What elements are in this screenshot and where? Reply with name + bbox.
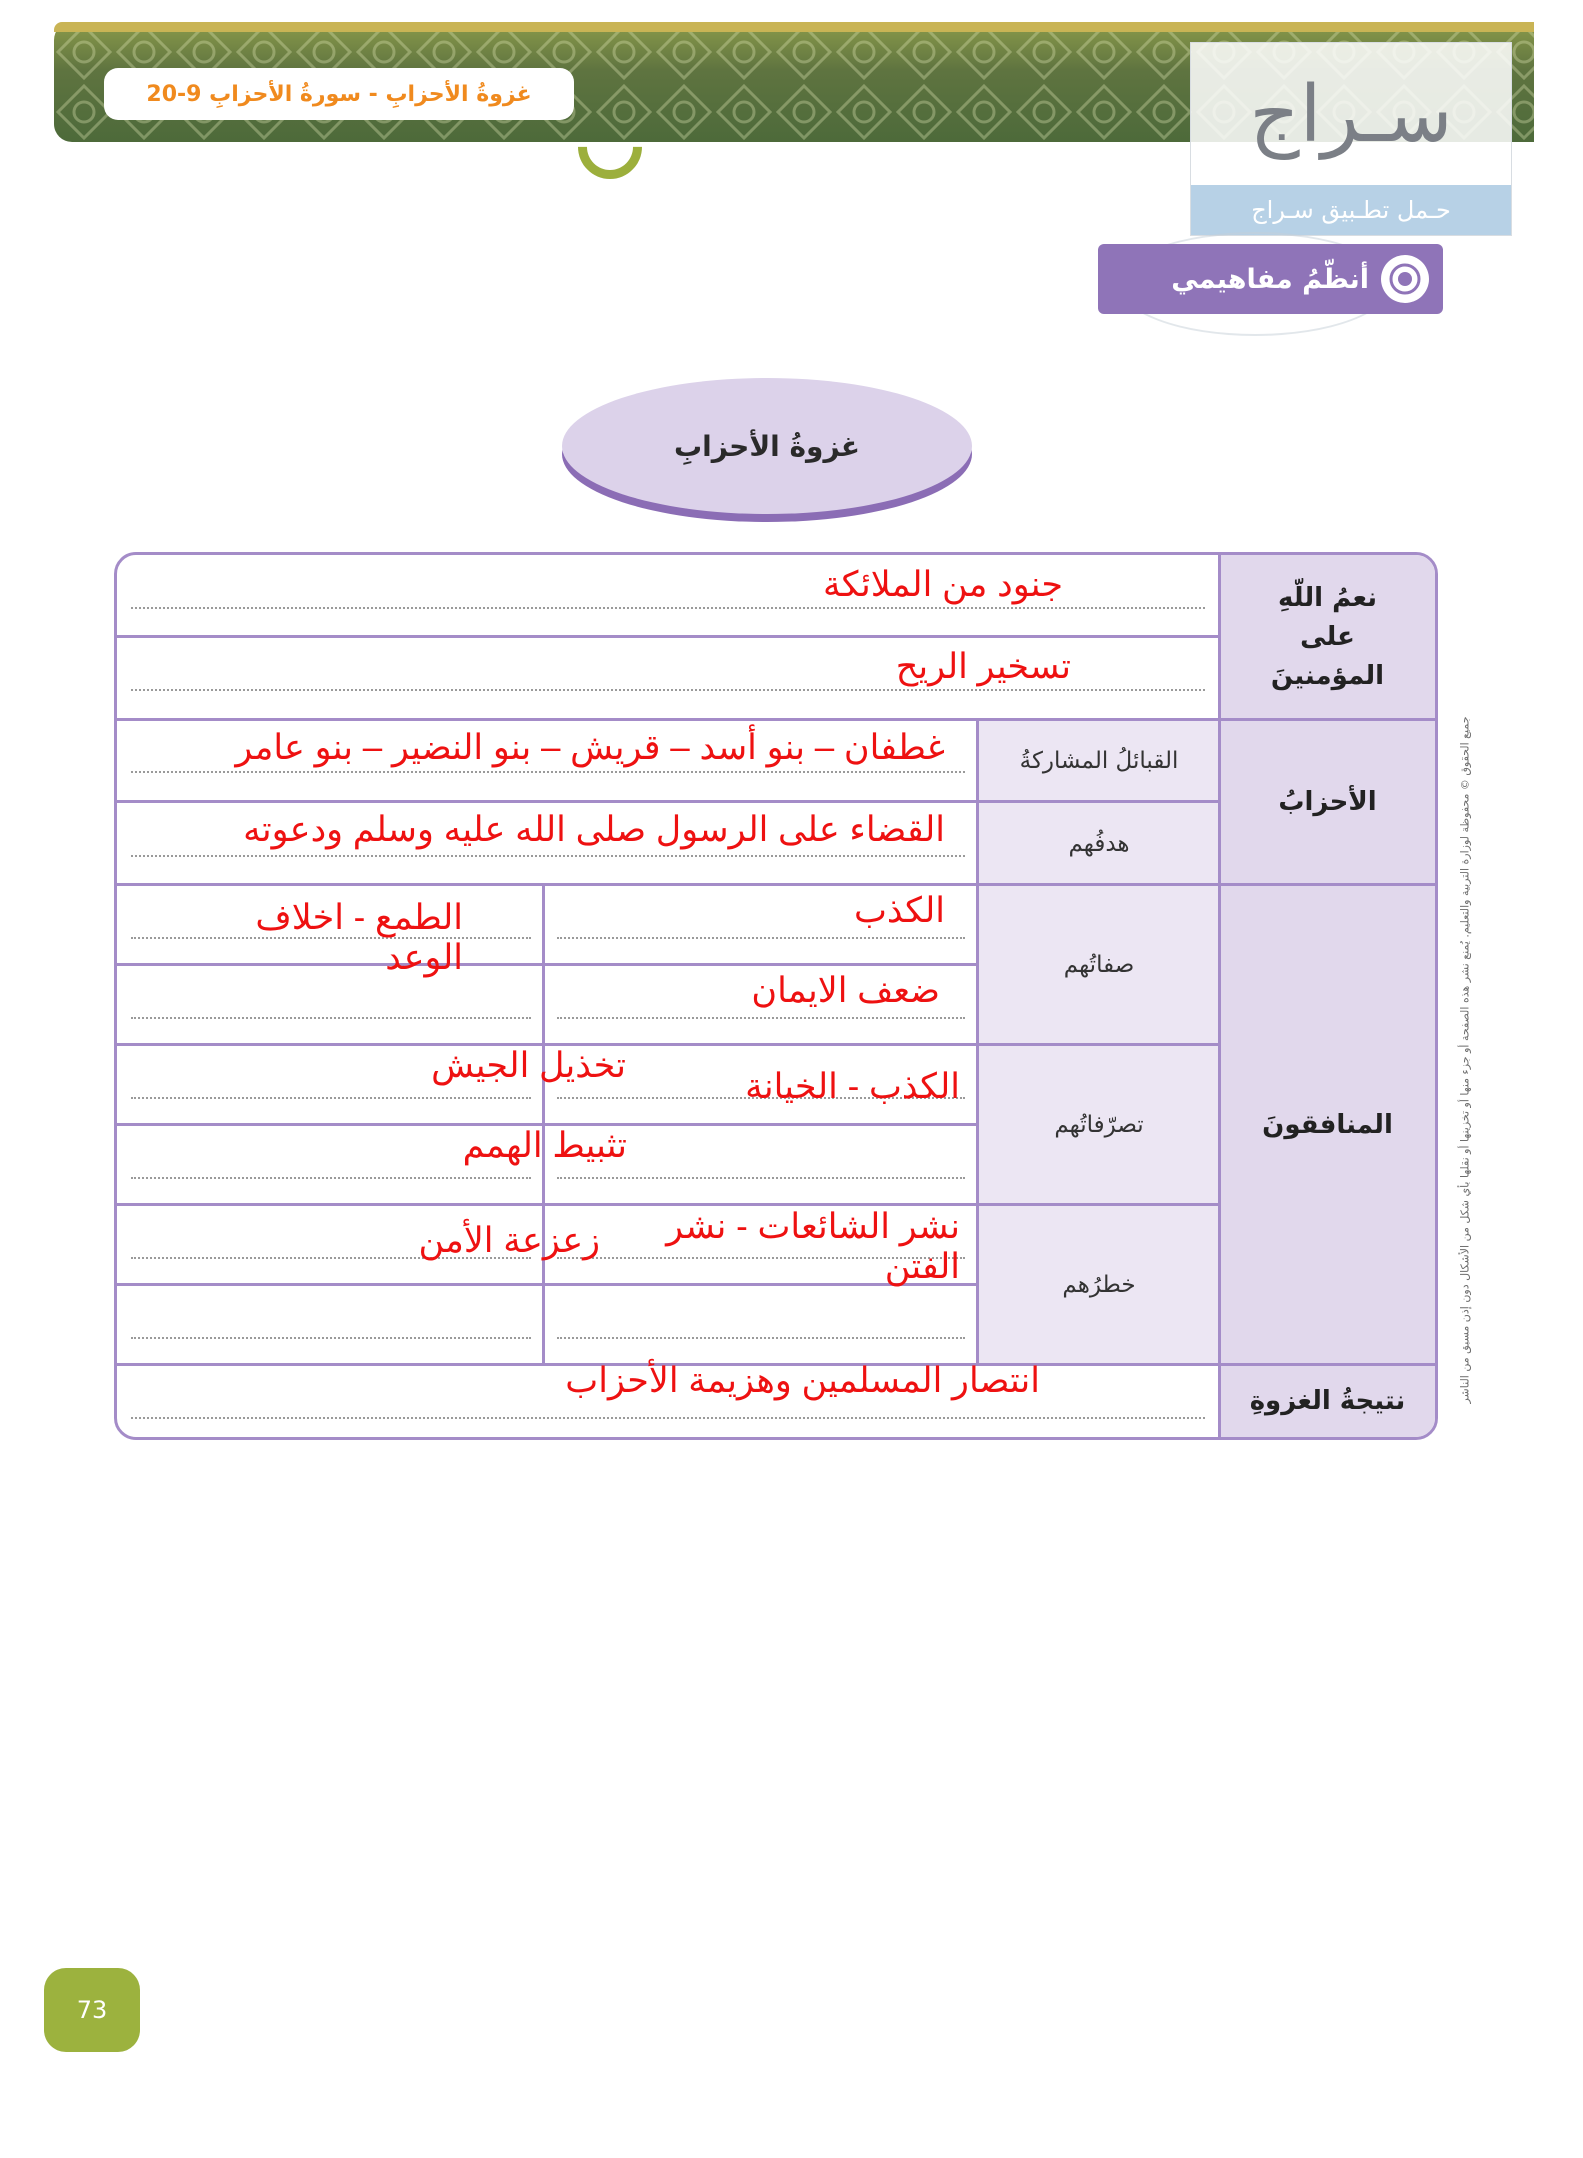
answer-blessing-1[interactable]: جنود من الملائكة bbox=[822, 565, 1063, 604]
subheader-danger: خطرُهم bbox=[978, 1205, 1220, 1365]
grid-line bbox=[117, 635, 1220, 638]
writing-line bbox=[131, 1097, 531, 1099]
writing-line bbox=[131, 855, 965, 857]
header-top-stripe bbox=[54, 22, 1534, 32]
concept-table bbox=[114, 552, 1438, 1440]
subheader-goal: هدفُهم bbox=[978, 802, 1220, 885]
writing-line bbox=[557, 1177, 965, 1179]
logo-word: سـراج bbox=[1249, 70, 1453, 160]
subheader-tribes: القبائلُ المشاركةُ bbox=[978, 720, 1220, 802]
side-credit-text: جميع الحقوق © محفوظة لوزارة التربية والتعليم. يُمنع نشر هذه الصفحة أو جزء منها أو تخزينها أو نقلها بأي شكل من الأشكال دون إذن مسبق من الناشر bbox=[1458, 716, 1472, 1404]
grid-line bbox=[117, 883, 1435, 886]
header-blessings: نعمُ اللّهِ على المؤمنينَ bbox=[1220, 555, 1435, 720]
subheader-traits: صفاتُهم bbox=[978, 885, 1220, 1045]
brain-icon bbox=[1381, 255, 1429, 303]
answer-trait-2[interactable]: ضعف الايمان bbox=[751, 971, 940, 1010]
answer-trait-1[interactable]: الكذب bbox=[853, 891, 945, 930]
subheader-actions: تصرّفاتُهم bbox=[978, 1045, 1220, 1205]
answer-trait-3[interactable]: الطمع - اخلاف الوعد bbox=[255, 898, 463, 978]
writing-line bbox=[131, 1417, 1205, 1419]
answer-action-1[interactable]: الكذب - الخيانة bbox=[745, 1067, 960, 1106]
writing-line bbox=[557, 937, 965, 939]
lesson-title: غزوةُ الأحزابِ - سورةُ الأحزابِ 9-20 bbox=[104, 68, 574, 120]
answer-tribes[interactable]: غطفان – بنو أسد – قريش – بنو النضير – بنو عامر bbox=[235, 728, 945, 767]
grid-line bbox=[117, 800, 1220, 803]
page-number: 73 bbox=[44, 1968, 140, 2052]
grid-line bbox=[117, 1043, 1220, 1046]
answer-action-3[interactable]: تثبيط الهمم bbox=[462, 1126, 627, 1165]
writing-line bbox=[131, 771, 965, 773]
header-hypocrites: المنافقونَ bbox=[1220, 885, 1435, 1365]
grid-line bbox=[1218, 555, 1221, 1437]
writing-line bbox=[131, 1337, 531, 1339]
header-confederates: الأحزابُ bbox=[1220, 720, 1435, 885]
writing-line bbox=[131, 1177, 531, 1179]
section-label: أنظّمُ مفاهيمي bbox=[1171, 263, 1369, 295]
concept-title: غزوةُ الأحزابِ bbox=[562, 378, 972, 514]
header-result: نتيجةُ الغزوةِ bbox=[1220, 1365, 1435, 1437]
grid-line bbox=[117, 1203, 1220, 1206]
answer-danger-1[interactable]: نشر الشائعات - نشر الفتن bbox=[666, 1207, 960, 1287]
writing-line bbox=[557, 1017, 965, 1019]
grid-line bbox=[117, 718, 1435, 721]
section-badge bbox=[1098, 244, 1443, 314]
writing-line bbox=[131, 1017, 531, 1019]
side-credit bbox=[1456, 495, 1474, 1625]
answer-result[interactable]: انتصار المسلمين وهزيمة الأحزاب bbox=[565, 1361, 1040, 1400]
siraj-logo[interactable] bbox=[1190, 42, 1512, 236]
answer-goal[interactable]: القضاء على الرسول صلى الله عليه وسلم ودعوته bbox=[243, 810, 945, 849]
answer-danger-2[interactable]: زعزعة الأمن bbox=[418, 1221, 600, 1260]
logo-tagline: حـمل تطـبيق سـراج bbox=[1191, 185, 1511, 235]
writing-line bbox=[131, 607, 1205, 609]
writing-line bbox=[131, 689, 1205, 691]
answer-blessing-2[interactable]: تسخير الريح bbox=[895, 647, 1071, 686]
answer-action-2[interactable]: تخذيل الجيش bbox=[431, 1046, 626, 1085]
writing-line bbox=[557, 1337, 965, 1339]
